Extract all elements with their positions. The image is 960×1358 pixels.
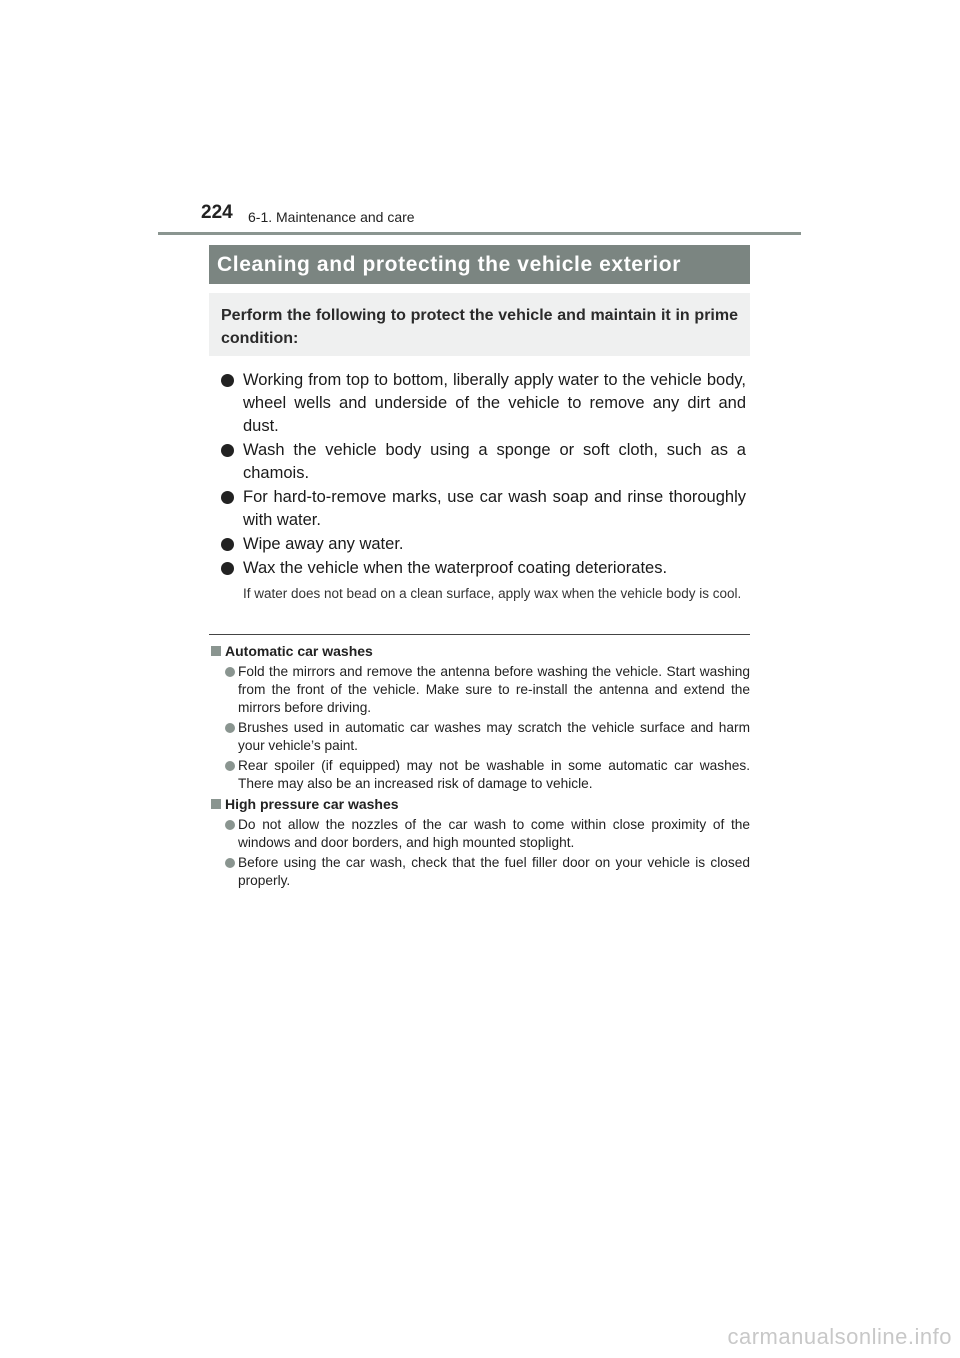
step-text: For hard-to-remove marks, use car wash soap and rinse thoroughly with water. [243,488,746,529]
note-item [211,719,750,755]
note-heading-text: Automatic car washes [225,643,373,659]
step-text: Wash the vehicle body using a sponge or soft cloth, such as a chamois. [243,441,746,482]
note-item [211,816,750,852]
note-heading-text: High pressure car washes [225,796,399,812]
step-note: If water does not bead on a clean surface, apply wax when the vehicle body is cool. [243,586,742,601]
page-title: Cleaning and protecting the vehicle exterior [209,245,750,284]
step-item [213,557,746,580]
note-item-text: Before using the car wash, check that the fuel filler door on your vehicle is closed properly. [238,855,750,888]
step-item [213,533,746,556]
bullet-icon [221,374,234,387]
step-item [213,486,746,532]
watermark: carmanualsonline.info [727,1324,952,1349]
note-item-text: Fold the mirrors and remove the antenna before washing the vehicle. Start washing from the front of the vehicle. Make sure to re-install the antenna and extend the mirrors before driving. [238,664,750,715]
bullet-icon [221,444,234,457]
note-heading-high-pressure-car-washes [211,795,750,814]
note-item [211,854,750,890]
intro-text: Perform the following to protect the vehicle and maintain it in prime condition: [221,307,738,347]
step-text: Wax the vehicle when the waterproof coating deteriorates. [243,559,668,577]
note-item [211,757,750,793]
note-item-text: Do not allow the nozzles of the car wash to come within close proximity of the windows and door borders, and high mounted stoplight. [238,817,750,850]
bullet-icon [225,858,235,868]
note-heading-automatic-car-washes [211,642,750,661]
bullet-icon [225,761,235,771]
header-divider [158,232,801,235]
intro-box [209,293,750,356]
note-item-text: Rear spoiler (if equipped) may not be washable in some automatic car washes. There may also be an increased risk of damage to vehicle. [238,758,750,791]
bullet-icon [221,538,234,551]
note-item-text: Brushes used in automatic car washes may scratch the vehicle surface and harm your vehicle’s paint. [238,720,750,753]
square-bullet-icon [211,799,221,809]
step-text: Working from top to bottom, liberally apply water to the vehicle body, wheel wells and underside of the vehicle to remove any dirt and dust. [243,371,746,435]
square-bullet-icon [211,646,221,656]
steps-list [213,369,746,602]
page-number: 224 [201,202,233,223]
bullet-icon [221,562,234,575]
notes-section [211,642,750,892]
step-text: Wipe away any water. [243,535,404,553]
bullet-icon [225,667,235,677]
section-reference: 6-1. Maintenance and care [248,209,415,225]
step-item [213,439,746,485]
note-item [211,663,750,717]
notes-divider [209,634,750,635]
bullet-icon [225,723,235,733]
bullet-icon [221,491,234,504]
step-item [213,369,746,438]
bullet-icon [225,820,235,830]
